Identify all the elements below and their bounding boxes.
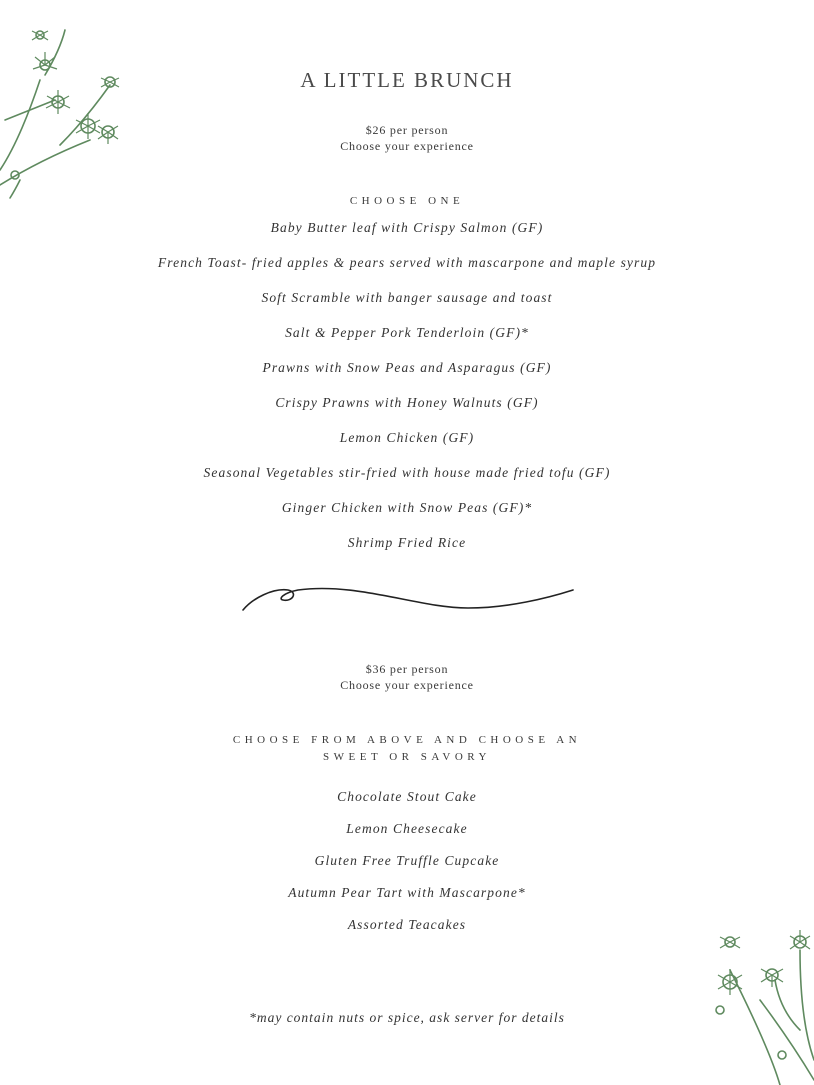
- allergy-footnote: *may contain nuts or spice, ask server for details: [249, 1010, 565, 1025]
- tier1-item-list: [0, 218, 814, 568]
- tier1-subtitle: Choose your experience: [340, 139, 474, 153]
- tier2-item-list: [0, 787, 814, 947]
- tier2-heading: [0, 732, 814, 766]
- menu-item: Shrimp Fried Rice: [347, 535, 467, 550]
- menu-item: Gluten Free Truffle Cupcake: [314, 853, 500, 868]
- tier2-price-block: [0, 661, 814, 693]
- menu-item: Baby Butter leaf with Crispy Salmon (GF): [270, 220, 544, 235]
- menu-item: Autumn Pear Tart with Mascarpone*: [288, 885, 526, 900]
- chamomile-flower-icon: [0, 20, 135, 200]
- tier2-heading-line2: SWEET OR SAVORY: [323, 751, 491, 763]
- tier2-price: $36 per person: [365, 662, 449, 676]
- menu-item: Assorted Teacakes: [347, 917, 467, 932]
- tier2-subtitle: Choose your experience: [340, 678, 474, 692]
- tier1-price-block: [0, 122, 814, 154]
- tier2-heading-line1: CHOOSE FROM ABOVE AND CHOOSE AN: [232, 734, 582, 746]
- menu-item: Soft Scramble with banger sausage and toast: [261, 290, 553, 305]
- menu-item: Lemon Cheesecake: [346, 821, 468, 836]
- menu-item: Crispy Prawns with Honey Walnuts (GF): [275, 395, 539, 410]
- menu-item: Salt & Pepper Pork Tenderloin (GF)*: [285, 325, 529, 340]
- menu-item: Ginger Chicken with Snow Peas (GF)*: [281, 500, 533, 515]
- tier1-price: $26 per person: [365, 123, 449, 137]
- menu-item: Lemon Chicken (GF): [339, 430, 475, 445]
- menu-item: Prawns with Snow Peas and Asparagus (GF): [262, 360, 552, 375]
- menu-title: A LITTLE BRUNCH: [300, 68, 514, 92]
- menu-item: French Toast- fried apples & pears served with mascarpone and maple syrup: [157, 255, 657, 270]
- menu-item: Seasonal Vegetables stir-fried with house made fried tofu (GF): [203, 465, 611, 480]
- menu-item: Chocolate Stout Cake: [337, 789, 477, 804]
- divider-swash-icon: [238, 578, 578, 618]
- tier1-heading: CHOOSE ONE: [349, 195, 465, 207]
